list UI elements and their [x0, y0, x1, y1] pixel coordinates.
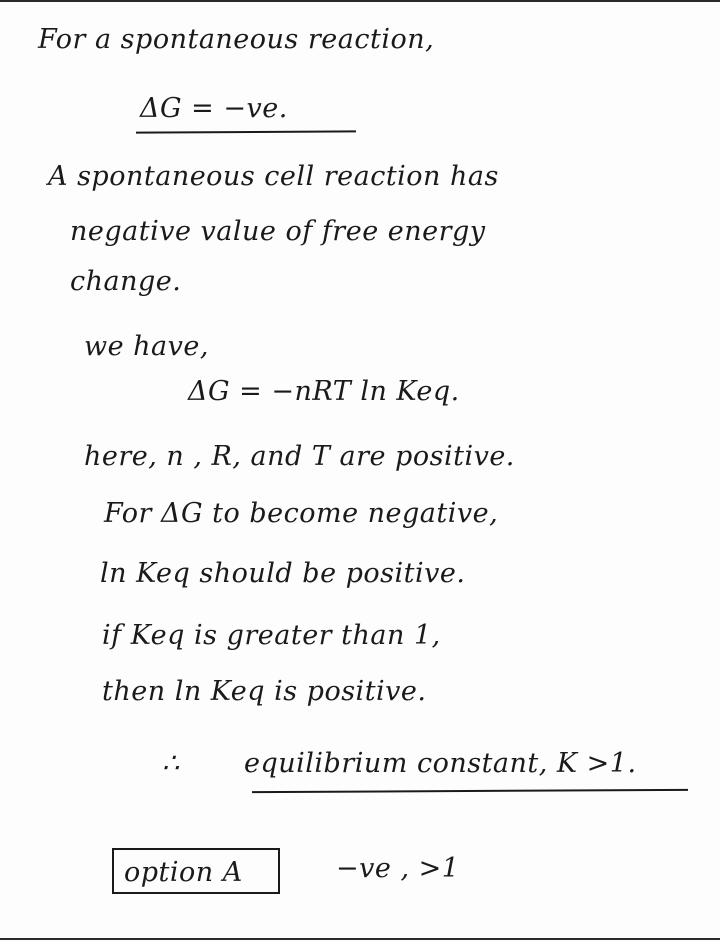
line-negative-value: negative value of free energy	[70, 216, 486, 247]
answer-value: −ve , >1	[336, 853, 460, 884]
line-then-ln-keq: then ln Keq is positive.	[102, 676, 427, 707]
line-ln-keq-positive: ln Keq should be positive.	[100, 558, 466, 589]
conclusion-underline	[252, 789, 688, 793]
line-keq-greater-than-one: if Keq is greater than 1,	[102, 620, 441, 651]
answer-option-label: option A	[124, 857, 243, 888]
delta-g-underline	[136, 130, 356, 133]
line-change: change.	[70, 266, 182, 297]
line-delta-g-negative: ΔG = −ve.	[140, 93, 288, 124]
line-cell-reaction: A spontaneous cell reaction has	[48, 161, 499, 192]
line-positive-constants: here, n , R, and T are positive.	[84, 441, 515, 472]
therefore-symbol: ∴	[162, 748, 180, 779]
bottom-edge-rule	[0, 938, 720, 940]
line-we-have: we have,	[84, 331, 209, 362]
line-spontaneous-reaction: For a spontaneous reaction,	[38, 24, 435, 55]
answer-box	[112, 848, 280, 894]
top-edge-rule	[0, 0, 720, 2]
line-equilibrium-constant: equilibrium constant, K >1.	[244, 748, 637, 779]
line-delta-g-equation: ΔG = −nRT ln Keq.	[188, 376, 460, 407]
line-delta-g-negative-condition: For ΔG to become negative,	[104, 498, 499, 529]
